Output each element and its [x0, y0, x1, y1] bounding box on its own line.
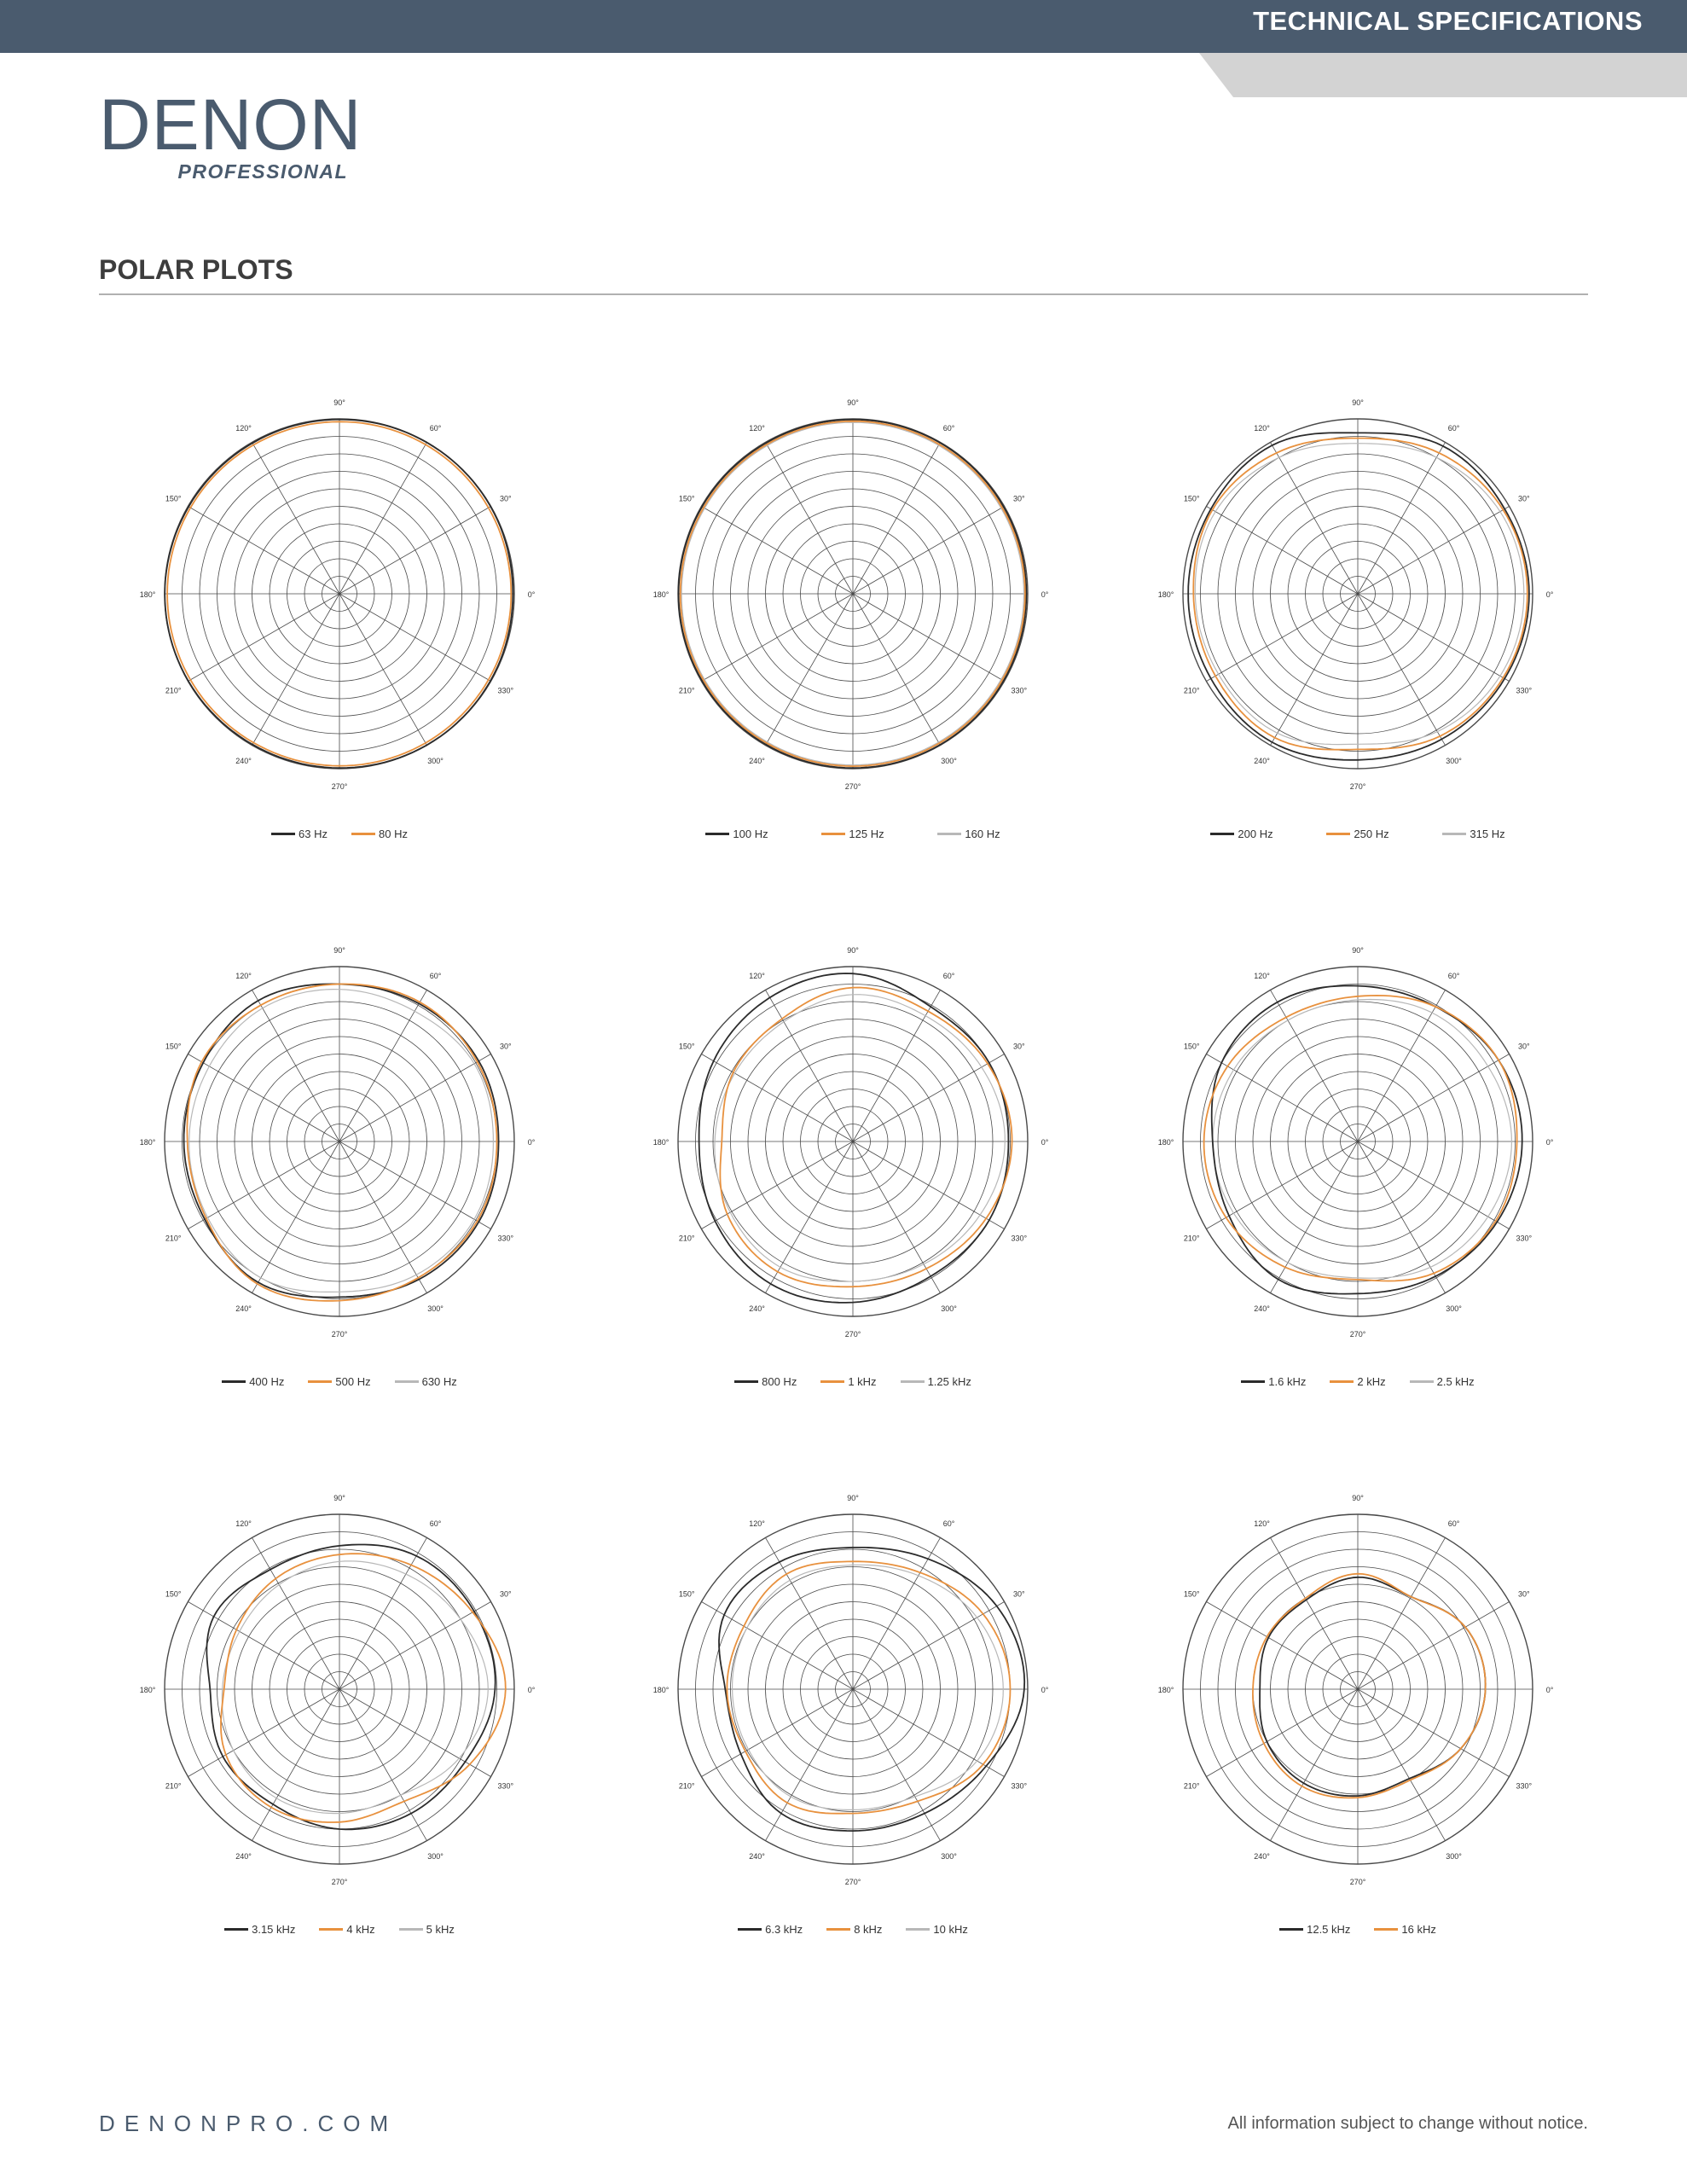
polar-spoke [766, 990, 854, 1141]
angle-tick-label: 300° [427, 756, 443, 765]
legend-swatch [1330, 1380, 1354, 1383]
polar-plot-svg [118, 367, 561, 828]
angle-tick-label: 60° [942, 972, 955, 981]
angle-tick-label: 60° [942, 1519, 955, 1529]
angle-tick-label: 60° [1447, 1519, 1460, 1529]
angle-tick-label: 180° [1157, 590, 1174, 599]
angle-tick-label: 240° [749, 756, 765, 765]
legend-swatch [906, 1928, 930, 1931]
legend-item [1279, 1923, 1350, 1936]
legend-item [1326, 828, 1388, 840]
chart-legend [1136, 1923, 1580, 1936]
series-curve [206, 1545, 495, 1830]
polar-spoke [1358, 1537, 1446, 1689]
legend-swatch [1442, 833, 1466, 835]
angle-tick-label: 240° [1254, 756, 1270, 765]
legend-label: 10 kHz [933, 1923, 968, 1936]
angle-tick-label: 0° [1545, 1138, 1554, 1147]
angle-tick-label: 90° [847, 946, 859, 955]
legend-swatch [1374, 1928, 1398, 1931]
angle-tick-label: 90° [1352, 398, 1364, 407]
polar-spoke [701, 507, 853, 595]
angle-tick-label: 210° [1183, 686, 1200, 695]
polar-spoke [701, 594, 853, 682]
angle-tick-label: 210° [165, 686, 182, 695]
angle-tick-label: 120° [235, 972, 252, 981]
polar-spoke [1206, 507, 1358, 595]
angle-tick-label: 120° [235, 424, 252, 433]
polar-spoke [853, 1689, 1005, 1777]
angle-tick-label: 60° [1447, 424, 1460, 433]
legend-swatch [271, 833, 295, 835]
legend-item [308, 1375, 370, 1388]
polar-spoke [339, 1602, 491, 1690]
angle-tick-label: 90° [1352, 946, 1364, 955]
legend-label: 125 Hz [849, 828, 884, 840]
series-curve [720, 988, 1012, 1287]
legend-label: 6.3 kHz [765, 1923, 803, 1936]
polar-spoke [701, 1689, 853, 1777]
angle-tick-label: 240° [1254, 1851, 1270, 1861]
angle-tick-label: 270° [1349, 1878, 1366, 1886]
legend-label: 400 Hz [249, 1375, 285, 1388]
angle-tick-label: 330° [497, 1234, 514, 1243]
polar-chart-2 [631, 367, 1075, 887]
section-tab [1199, 53, 1687, 97]
polar-spoke [1206, 1689, 1358, 1777]
angle-tick-label: 150° [678, 494, 695, 503]
legend-item [1330, 1375, 1385, 1388]
angle-tick-label: 0° [1545, 590, 1554, 599]
polar-spoke [339, 1689, 427, 1841]
angle-tick-label: 210° [1183, 1781, 1200, 1791]
legend-label: 4 kHz [346, 1923, 375, 1936]
legend-item [821, 828, 884, 840]
angle-tick-label: 30° [1518, 1042, 1530, 1051]
polar-chart-6 [1136, 915, 1580, 1435]
legend-item [1410, 1375, 1475, 1388]
page-title: POLAR PLOTS [99, 254, 293, 285]
polar-spoke [188, 594, 339, 682]
legend-item [820, 1375, 876, 1388]
angle-tick-label: 270° [1349, 1330, 1366, 1339]
angle-tick-label: 30° [1518, 1589, 1530, 1599]
angle-tick-label: 180° [139, 1686, 156, 1694]
angle-tick-label: 240° [235, 1304, 252, 1313]
legend-item [395, 1375, 457, 1388]
legend-item [351, 828, 408, 840]
polar-spoke [188, 1054, 339, 1142]
angle-tick-label: 150° [1183, 1042, 1200, 1051]
angle-tick-label: 90° [847, 398, 859, 407]
polar-spoke [766, 1141, 854, 1293]
polar-spoke [188, 1602, 339, 1690]
polar-spoke [766, 442, 854, 594]
legend-item [705, 828, 768, 840]
angle-tick-label: 270° [1349, 782, 1366, 791]
polar-spoke [1206, 1054, 1358, 1142]
legend-label: 80 Hz [379, 828, 408, 840]
angle-tick-label: 30° [500, 1042, 512, 1051]
legend-item [826, 1923, 882, 1936]
logo-subtitle: PROFESSIONAL [177, 160, 348, 183]
legend-item [937, 828, 1000, 840]
polar-spoke [339, 1689, 491, 1777]
angle-tick-label: 330° [1011, 1781, 1028, 1791]
angle-tick-label: 270° [844, 1878, 861, 1886]
angle-tick-label: 330° [497, 686, 514, 695]
section-tab-label: TECHNICAL SPECIFICATIONS [1253, 6, 1643, 36]
angle-tick-label: 60° [429, 424, 442, 433]
polar-spoke [1358, 1141, 1446, 1293]
polar-spoke [252, 594, 340, 746]
angle-tick-label: 180° [652, 1686, 670, 1694]
legend-swatch [705, 833, 729, 835]
polar-spoke [1358, 594, 1510, 682]
series-curve [733, 1565, 1004, 1809]
angle-tick-label: 120° [749, 424, 765, 433]
angle-tick-label: 300° [941, 756, 957, 765]
polar-spoke [701, 1054, 853, 1142]
angle-tick-label: 30° [500, 494, 512, 503]
polar-plot-svg [118, 1462, 561, 1923]
polar-spoke [853, 594, 1005, 682]
angle-tick-label: 150° [678, 1042, 695, 1051]
angle-tick-label: 0° [1041, 590, 1049, 599]
legend-swatch [734, 1380, 758, 1383]
series-curve [715, 995, 1005, 1281]
polar-spoke [339, 594, 491, 682]
polar-spoke [1206, 1602, 1358, 1690]
polar-spoke [1358, 1689, 1510, 1777]
polar-spoke [853, 1141, 1005, 1229]
angle-tick-label: 330° [1011, 686, 1028, 695]
legend-item [901, 1375, 971, 1388]
legend-swatch [1210, 833, 1234, 835]
legend-item [1210, 828, 1272, 840]
angle-tick-label: 240° [235, 756, 252, 765]
legend-swatch [826, 1928, 850, 1931]
polar-spoke [853, 442, 941, 594]
angle-tick-label: 90° [333, 1494, 345, 1502]
polar-spoke [766, 1689, 854, 1841]
angle-tick-label: 270° [331, 1878, 348, 1886]
legend-label: 12.5 kHz [1307, 1923, 1351, 1936]
angle-tick-label: 180° [652, 590, 670, 599]
angle-tick-label: 150° [1183, 1589, 1200, 1599]
polar-plot-svg [631, 367, 1075, 828]
angle-tick-label: 150° [165, 494, 182, 503]
polar-spoke [339, 1141, 491, 1229]
chart-legend [631, 1923, 1075, 1936]
polar-spoke [188, 507, 339, 595]
angle-tick-label: 30° [500, 1589, 512, 1599]
angle-tick-label: 120° [749, 972, 765, 981]
polar-spoke [339, 1537, 427, 1689]
chart-legend [631, 1375, 1075, 1388]
legend-swatch [901, 1380, 925, 1383]
legend-label: 315 Hz [1470, 828, 1505, 840]
polar-spoke [766, 594, 854, 746]
legend-label: 8 kHz [854, 1923, 883, 1936]
polar-spoke [1271, 1141, 1359, 1293]
angle-tick-label: 150° [165, 1042, 182, 1051]
angle-tick-label: 150° [165, 1589, 182, 1599]
legend-swatch [937, 833, 961, 835]
polar-plot-svg [118, 915, 561, 1375]
legend-label: 3.15 kHz [252, 1923, 296, 1936]
angle-tick-label: 300° [1446, 1304, 1462, 1313]
title-divider [99, 293, 1588, 295]
polar-spoke [339, 990, 427, 1141]
polar-spoke [1358, 1141, 1510, 1229]
polar-chart-9 [1136, 1462, 1580, 1983]
legend-swatch [224, 1928, 248, 1931]
polar-spoke [853, 507, 1005, 595]
chart-legend [118, 1375, 561, 1388]
legend-label: 1.25 kHz [927, 1375, 971, 1388]
legend-item [1241, 1375, 1306, 1388]
legend-swatch [738, 1928, 762, 1931]
legend-label: 1 kHz [848, 1375, 877, 1388]
legend-item [1442, 828, 1504, 840]
angle-tick-label: 30° [1013, 494, 1025, 503]
polar-spoke [853, 1602, 1005, 1690]
polar-spoke [853, 1141, 941, 1293]
polar-plot-svg [631, 915, 1075, 1375]
chart-legend [118, 828, 561, 840]
angle-tick-label: 120° [235, 1519, 252, 1529]
legend-item [738, 1923, 803, 1936]
angle-tick-label: 180° [139, 1138, 156, 1147]
polar-plot-svg [1136, 915, 1580, 1375]
polar-spoke [339, 507, 491, 595]
polar-spoke [1271, 1689, 1359, 1841]
polar-spoke [1358, 1054, 1510, 1142]
polar-plot-svg [631, 1462, 1075, 1923]
polar-plot-svg [1136, 1462, 1580, 1923]
angle-tick-label: 240° [749, 1304, 765, 1313]
legend-swatch [395, 1380, 419, 1383]
angle-tick-label: 0° [527, 1686, 536, 1694]
angle-tick-label: 90° [333, 946, 345, 955]
brand-logo [99, 84, 362, 184]
angle-tick-label: 0° [527, 590, 536, 599]
footer-website[interactable]: DENONPRO.COM [99, 2111, 398, 2136]
chart-legend [1136, 1375, 1580, 1388]
polar-spoke [853, 990, 941, 1141]
angle-tick-label: 270° [331, 1330, 348, 1339]
polar-spoke [1206, 594, 1358, 682]
angle-tick-label: 60° [429, 972, 442, 981]
logo-wordmark: DENON [99, 84, 362, 165]
polar-spoke [1271, 594, 1359, 746]
polar-spoke [853, 1537, 941, 1689]
polar-spoke [339, 442, 427, 594]
legend-item [906, 1923, 967, 1936]
polar-spoke [252, 990, 340, 1141]
angle-tick-label: 30° [1518, 494, 1530, 503]
polar-spoke [339, 1141, 427, 1293]
angle-tick-label: 330° [1516, 686, 1533, 695]
legend-label: 250 Hz [1354, 828, 1389, 840]
angle-tick-label: 180° [1157, 1686, 1174, 1694]
polar-spoke [853, 594, 941, 746]
angle-tick-label: 120° [749, 1519, 765, 1529]
chart-legend [118, 1923, 561, 1936]
legend-item [734, 1375, 797, 1388]
legend-swatch [399, 1928, 423, 1931]
angle-tick-label: 90° [1352, 1494, 1364, 1502]
legend-swatch [222, 1380, 246, 1383]
legend-swatch [1326, 833, 1350, 835]
legend-swatch [1241, 1380, 1265, 1383]
legend-item [222, 1375, 284, 1388]
angle-tick-label: 120° [1254, 972, 1270, 981]
angle-tick-label: 270° [844, 1330, 861, 1339]
angle-tick-label: 300° [1446, 1851, 1462, 1861]
polar-spoke [1271, 990, 1359, 1141]
angle-tick-label: 180° [139, 590, 156, 599]
angle-tick-label: 330° [1516, 1234, 1533, 1243]
angle-tick-label: 330° [1516, 1781, 1533, 1791]
polar-chart-5 [631, 915, 1075, 1435]
legend-label: 500 Hz [335, 1375, 371, 1388]
angle-tick-label: 90° [847, 1494, 859, 1502]
legend-label: 5 kHz [426, 1923, 455, 1936]
angle-tick-label: 210° [678, 686, 695, 695]
legend-label: 2.5 kHz [1436, 1375, 1475, 1388]
angle-tick-label: 120° [1254, 1519, 1270, 1529]
chart-legend [631, 828, 1075, 840]
angle-tick-label: 90° [333, 398, 345, 407]
angle-tick-label: 0° [1041, 1686, 1049, 1694]
polar-spoke [252, 442, 340, 594]
angle-tick-label: 270° [844, 782, 861, 791]
angle-tick-label: 210° [165, 1781, 182, 1791]
legend-swatch [820, 1380, 844, 1383]
angle-tick-label: 150° [1183, 494, 1200, 503]
polar-spoke [1271, 1537, 1359, 1689]
polar-chart-8 [631, 1462, 1075, 1983]
polar-spoke [1358, 442, 1446, 594]
legend-item [319, 1923, 374, 1936]
polar-spoke [252, 1537, 340, 1689]
angle-tick-label: 210° [1183, 1234, 1200, 1243]
angle-tick-label: 240° [749, 1851, 765, 1861]
angle-tick-label: 60° [1447, 972, 1460, 981]
legend-item [1374, 1923, 1435, 1936]
angle-tick-label: 330° [497, 1781, 514, 1791]
angle-tick-label: 150° [678, 1589, 695, 1599]
legend-item [399, 1923, 455, 1936]
angle-tick-label: 120° [1254, 424, 1270, 433]
angle-tick-label: 0° [1041, 1138, 1049, 1147]
angle-tick-label: 210° [678, 1781, 695, 1791]
polar-chart-1 [118, 367, 561, 887]
angle-tick-label: 180° [1157, 1138, 1174, 1147]
chart-legend [1136, 828, 1580, 840]
polar-chart-3 [1136, 367, 1580, 887]
legend-label: 160 Hz [965, 828, 1000, 840]
legend-item [224, 1923, 295, 1936]
legend-label: 1.6 kHz [1268, 1375, 1307, 1388]
polar-spoke [766, 1537, 854, 1689]
angle-tick-label: 300° [427, 1304, 443, 1313]
angle-tick-label: 30° [1013, 1042, 1025, 1051]
angle-tick-label: 0° [1545, 1686, 1554, 1694]
angle-tick-label: 300° [1446, 756, 1462, 765]
legend-swatch [351, 833, 375, 835]
legend-swatch [308, 1380, 332, 1383]
series-curve [1204, 996, 1517, 1281]
angle-tick-label: 240° [235, 1851, 252, 1861]
legend-swatch [1279, 1928, 1303, 1931]
polar-spoke [853, 1689, 941, 1841]
legend-label: 630 Hz [421, 1375, 457, 1388]
series-curve [699, 973, 1009, 1303]
angle-tick-label: 30° [1013, 1589, 1025, 1599]
angle-tick-label: 210° [165, 1234, 182, 1243]
legend-item [271, 828, 328, 840]
polar-spoke [701, 1141, 853, 1229]
polar-spoke [1358, 507, 1510, 595]
angle-tick-label: 210° [678, 1234, 695, 1243]
polar-spoke [1358, 594, 1446, 746]
angle-tick-label: 0° [527, 1138, 536, 1147]
angle-tick-label: 270° [331, 782, 348, 791]
footer-notice: All information subject to change without notice. [1227, 2114, 1588, 2133]
polar-spoke [1358, 1602, 1510, 1690]
angle-tick-label: 330° [1011, 1234, 1028, 1243]
angle-tick-label: 240° [1254, 1304, 1270, 1313]
legend-swatch [1410, 1380, 1434, 1383]
angle-tick-label: 300° [427, 1851, 443, 1861]
legend-label: 800 Hz [762, 1375, 797, 1388]
polar-spoke [339, 594, 427, 746]
legend-label: 200 Hz [1238, 828, 1273, 840]
legend-label: 63 Hz [299, 828, 328, 840]
legend-swatch [319, 1928, 343, 1931]
angle-tick-label: 60° [942, 424, 955, 433]
polar-spoke [188, 1141, 339, 1229]
polar-chart-7 [118, 1462, 561, 1983]
angle-tick-label: 300° [941, 1304, 957, 1313]
polar-spoke [339, 1054, 491, 1142]
polar-plot-svg [1136, 367, 1580, 828]
angle-tick-label: 180° [652, 1138, 670, 1147]
polar-spoke [1271, 442, 1359, 594]
legend-label: 100 Hz [733, 828, 768, 840]
legend-label: 2 kHz [1357, 1375, 1386, 1388]
angle-tick-label: 300° [941, 1851, 957, 1861]
polar-spoke [252, 1141, 340, 1293]
angle-tick-label: 60° [429, 1519, 442, 1529]
polar-chart-4 [118, 915, 561, 1435]
legend-label: 16 kHz [1401, 1923, 1436, 1936]
polar-spoke [1358, 1689, 1446, 1841]
legend-swatch [821, 833, 845, 835]
